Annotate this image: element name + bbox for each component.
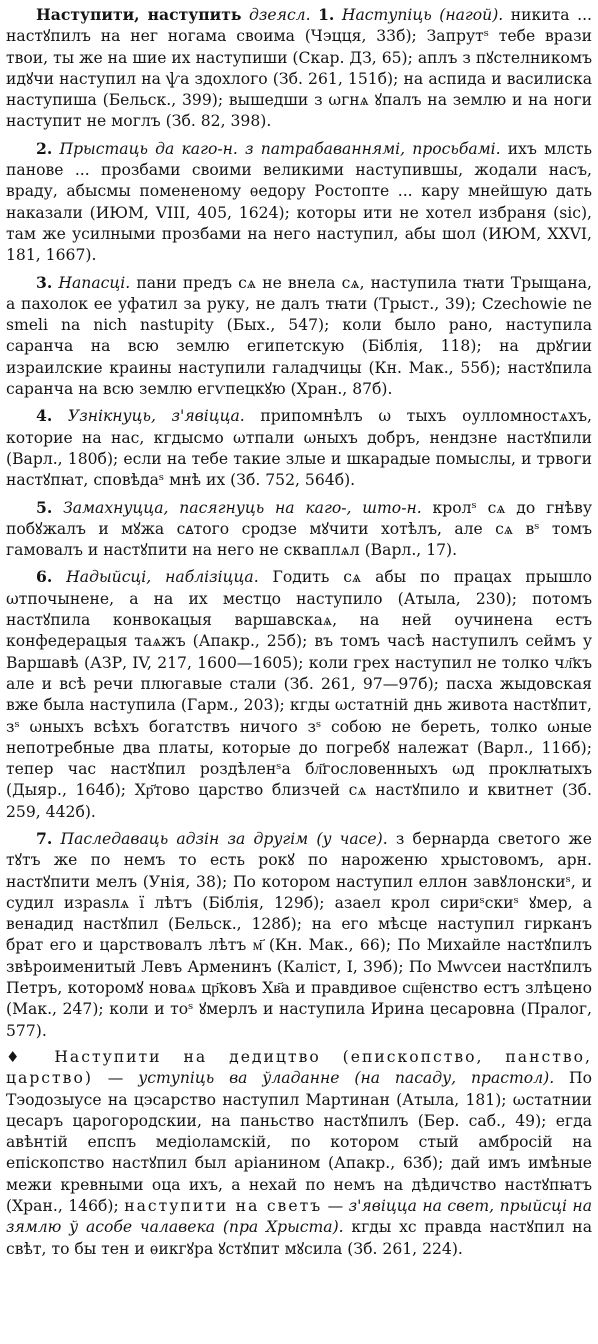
phrase-text-2: кгды хс правда настꙋпил на свѣт, то бы тен и ѳикгꙋра ꙋстꙋпит мꙋсила (Зб. 261, 224). [6,1218,592,1258]
sense-gloss: Замахнуцца, пасягнуць на каго-, што-н. [63,498,422,517]
sense-number: 4. [36,406,53,426]
phrase-text: По Тэодозыусе на цэсарство наступил Мартинан (Атыла, 181); ωстатнии цесаръ царогородскии, на паньство настꙋпилъ (Бер. саб., 49); егда авѣнтій епспъ медіоламскій, по котором стый амбросій на епіскопство настꙋпил был аріанином (Апакр., 63б); дай имъ имѣные межи кревными оца ихъ, а нехай по немъ на дѣдичство настꙋпꙗтъ (Хран., 146б); [6,1069,593,1216]
sense-gloss: Надыйсці, наблізіцца. [66,568,259,587]
sense-text: з бернарда светого же тꙋтъ же по немъ то есть рокꙋ по нароженю хрыстовомъ, арн. настꙋпити мелъ (Унія, 38); По котором наступил еллон завꙋлонскиˢ, и судил израѕлѧ ї лѣтъ (Біблія, 129б); азаел крол сириˢскиˢ ꙋмер, а венадид настꙋпил (Бельск., 128б); на его мѣсце наступил гирканъ брат его и царствовалъ лѣтъ м҃ (Кн. Мак., 66); По Михайле настꙋпилъ звѣроименитый Левъ Арменинъ (Каліст, І, 39б); По Мѡѵсеи настꙋпилъ Петръ, которомꙋ новаѧ цр҃ковъ Хв҃а и правдивое сщ҃енство естъ злѣцено (Мак., 247); коли и тоˢ ꙋмерлъ и наступила Ирина цесаровна (Пралог, 577). [6,829,592,1040]
diamond-icon: ♦ [6,1047,35,1066]
sense-number: 7. [36,828,53,848]
sense-text: Годить сѧ абы по працах прышло ωтпочынене, а на их местцо наступило (Атыла, 230); потомъ настꙋпила конвокацыя варшавскаѧ, на ней оучинена естъ конфедерацыя таѧжъ (Апакр., 25б); въ томъ часѣ наступилъ сеймъ у Варшавѣ (АЗР, IV, 217, 1600—1605); коли грех наступил не толко чл҃къ але и всѣ речи плюгавые стали (Зб. 261, 97—97б); пасха жыдовская вже была наступила (Гарм., 203); кгды ωстатній днь живота настꙋпит, зˢ ωныхъ всѣхъ богатствъ ничого зˢ собою не береть, толко ωные непотребные два платы, которые до погребꙋ належат (Варл., 116б); тепер час настꙋпил роздѣленˢа бл҃гословенныхъ ωд проклꙗтыхъ (Дыяр., 164б); Хр҃тово царство близчей сѧ настꙋпило и квитнет (Зб. 259, 442б). [6,568,592,821]
sense-number: 5. [36,497,53,517]
sense-gloss: Напасці. [58,273,131,292]
sense-text: ихъ млсть панове ... прозбами своими великими наступившы, жодали насъ, враду, абысмы помененому ѳедору Ростопте ... кару мнейшую дать наказали (ИЮМ, VIII, 405, 1624); которы ити не хотел избраня (sic), там же усилными прозбами на него наступил, абы шол (ИЮМ, XXVI, 181, 1667). [6,139,592,265]
sense-number: 3. [36,272,53,292]
sense-4 [6,405,592,491]
sense-gloss: Паследаваць адзін за другім (у часе). [60,829,388,848]
sense-number: 2. [36,138,53,158]
sense-gloss: Наступіць (нагой). [341,6,504,24]
phrase-gloss: уступіць ва ўладанне (на пасаду, прастол). [138,1069,555,1088]
sense-text: припомнѣлъ ω тыхъ оулломностѧхъ, которие на нас, кгдысмо ωтпали ωныхъ добръ, нендзне настꙋпили (Варл., 180б); если на тебе такие злые и шкарадые помыслы, и трвоги настꙋпꙗт, сповѣдаˢ мнѣ их (Зб. 752, 564б). [6,407,592,490]
phrase-dash: — [92,1069,139,1088]
sense-text: кролˢ сѧ до гнѣву побꙋжалъ и мꙋжа сꙙтого сродзе мꙋчити хотѣлъ, але сѧ вˢ томъ гамовалъ и настꙋпити на него не скваплѧл (Варл., 17). [6,498,592,560]
sense-3 [6,272,592,401]
phrase-dash-2: — [322,1197,349,1216]
sense-7 [6,828,592,1042]
phrase-heading: Наступити на дедицтво (епископство, панство, царство) [6,1047,592,1088]
phrase-heading-2: наступити на светъ [124,1197,323,1216]
part-of-speech: дзеясл. [249,6,311,24]
headword: Наступити, наступить [36,5,242,24]
sense-2 [6,138,592,267]
phrase-gloss-2: з'явіцца на свет, прыйсці на зямлю ў асобе чалавека (пра Хрыста). [6,1197,592,1237]
sense-number: 6. [36,567,53,587]
sense-number: 1. [318,5,335,24]
sense-gloss: Прыстаць да каго-н. з патрабаваннямі, просьбамі. [59,139,501,158]
sense-5 [6,497,592,562]
phrase-block [6,1047,592,1260]
sense-text: никита ... настꙋпилъ на нег ногама своима (Чэцця, 33б); Запрутˢ тебе врази твои, ты же на шие их наступиши (Скар. ДЗ, 65); аплъ з пꙋстелникомъ идꙋчи наступил на ѱа здохлого (Зб. 261, 151б); на аспида и василиска наступиша (Бельск., 399); вышедши з ωгнѧ ꙋпалъ на землю и на ноги наступит не моглъ (Зб. 82, 398). [6,6,592,131]
sense-gloss: Узнікнуць, з'явіцца. [67,407,245,426]
sense-6 [6,566,592,823]
sense-text: пани предъ сѧ не внела сѧ, наступила тꙗти Трыщана, а пахолок ее уфатил за руку, не далъ тꙗти (Трыст., 39); Czechowie ne smeli na nich nastupity (Бых., 547); коли было рано, наступила саранча на всю землю египетскую (Біблія, 118); на дрꙋгии израилские краины наступили галадчицы (Кн. Мак., 55б); настꙋпила саранча на всю землю егѵпецкꙋю (Хран., 87б). [6,273,592,399]
sense-1 [6,4,592,133]
